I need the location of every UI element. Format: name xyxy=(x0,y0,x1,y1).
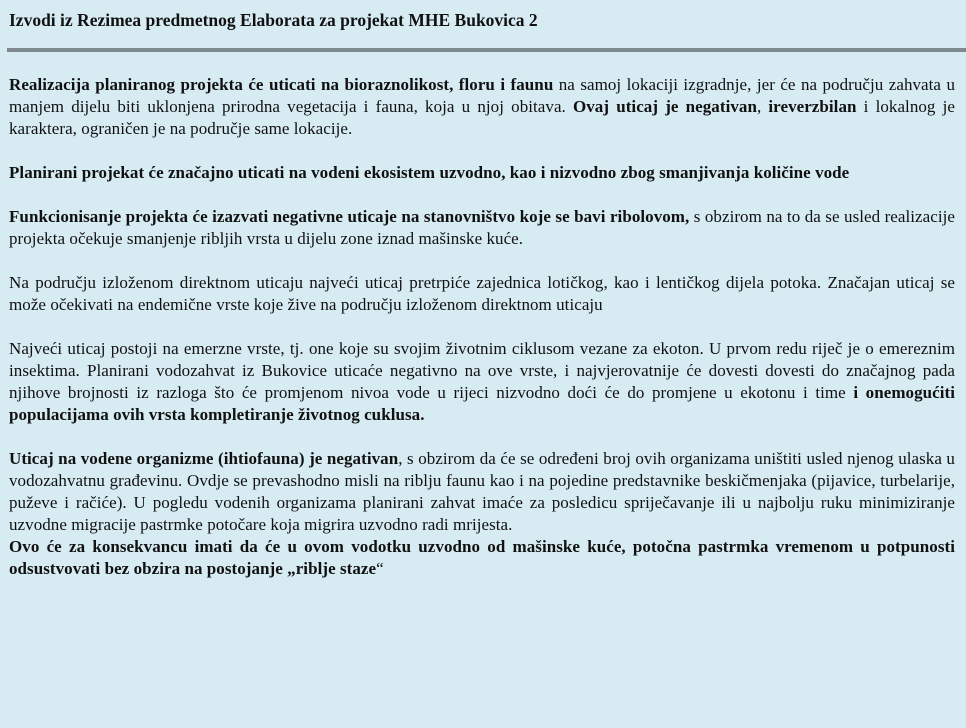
body-text: s obzirom na to da se usled realizacije projekta očekuje smanjenje ribljih vrsta u dijelu zone iznad mašinske kuće. xyxy=(9,207,955,248)
bold-text: Realizacija planiranog projekta će uticati na bioraznolikost, floru i faunu xyxy=(9,75,554,94)
paragraph xyxy=(9,206,955,250)
spacer xyxy=(9,140,955,162)
document-body xyxy=(9,74,955,580)
paragraph xyxy=(9,272,955,316)
bold-text: Uticaj na vodene organizme (ihtiofauna) je negativan xyxy=(9,449,399,468)
body-text: i lokalnog je karaktera, ograničen je na područje same lokacije. xyxy=(9,97,955,138)
paragraph xyxy=(9,448,955,536)
body-text: , s obzirom da će se određeni broj ovih organizama uništiti usled njenog ulaska u vodozahvatnu građevinu. Ovdje se prevashodno misli na riblju faunu kao i na pojedine predstavnike beskičmenjaka (pijavice, turbelarije, puževe i račiće). U pogledu vodenih organizama planirani zahvat imaće za posledicu spriječavanje ili u najbolju ruku minimiziranje uzvodne migracije pastrmke potočare koja migrira uzvodno radi mrijesta. xyxy=(9,449,955,534)
body-text: , xyxy=(756,97,769,116)
bold-text: Funkcionisanje projekta će izazvati negativne uticaje na stanovništvo koje se bavi ribolovom, xyxy=(9,207,690,226)
bold-text: Planirani projekat će značajno uticati na vodeni ekosistem uzvodno, kao i nizvodno zbog smanjivanja količine vode xyxy=(9,163,850,182)
bold-text: Ovaj uticaj je negativan xyxy=(572,97,757,116)
spacer xyxy=(9,316,955,338)
spacer xyxy=(9,426,955,448)
body-text: Na području izloženom direktnom uticaju najveći uticaj pretrpiće zajednica lotičkog, kao i lentičkog dijela potoka. Značajan uticaj se može očekivati na endemične vrste koje žive na području izloženom direktnom uticaju xyxy=(9,273,955,314)
paragraph xyxy=(9,536,955,580)
body-text: na samoj lokaciji izgradnje, jer će na području zahvata u manjem dijelu biti uklonjena prirodna vegetacija i fauna, koja u njoj obitava. xyxy=(9,75,955,116)
bold-text: ireverzbilan xyxy=(768,97,857,116)
paragraph xyxy=(9,338,955,426)
spacer xyxy=(9,184,955,206)
spacer xyxy=(9,250,955,272)
spacer xyxy=(9,52,955,74)
paragraph xyxy=(9,162,955,184)
document-title: Izvodi iz Rezimea predmetnog Elaborata za projekat MHE Bukovica 2 xyxy=(9,10,538,30)
body-text: Najveći uticaj postoji na emerzne vrste, tj. one koje su svojim životnim ciklusom vezane za ekoton. U prvom redu riječ je o emereznim insektima. Planirani vodozahvat iz Bukovice uticaće negativno na ove vrste, i najvjerovatnije će dovesti dovesti do značajnog pada njihove brojnosti iz razloga što će promjenom nivoa vode u rijeci nizvodno doći će do promjene u ekotonu i time xyxy=(9,339,955,402)
bold-text: Ovo će za konsekvancu imati da će u ovom vodotku uzvodno od mašinske kuće, potočna pastrmka vremenom u potpunosti odsustvovati bez obzira na postojanje „riblje staze xyxy=(9,537,955,578)
body-text: “ xyxy=(376,559,384,578)
bold-text: i onemogućiti populacijama ovih vrsta kompletiranje životnog cuklusa. xyxy=(9,383,955,424)
paragraph xyxy=(9,74,955,140)
